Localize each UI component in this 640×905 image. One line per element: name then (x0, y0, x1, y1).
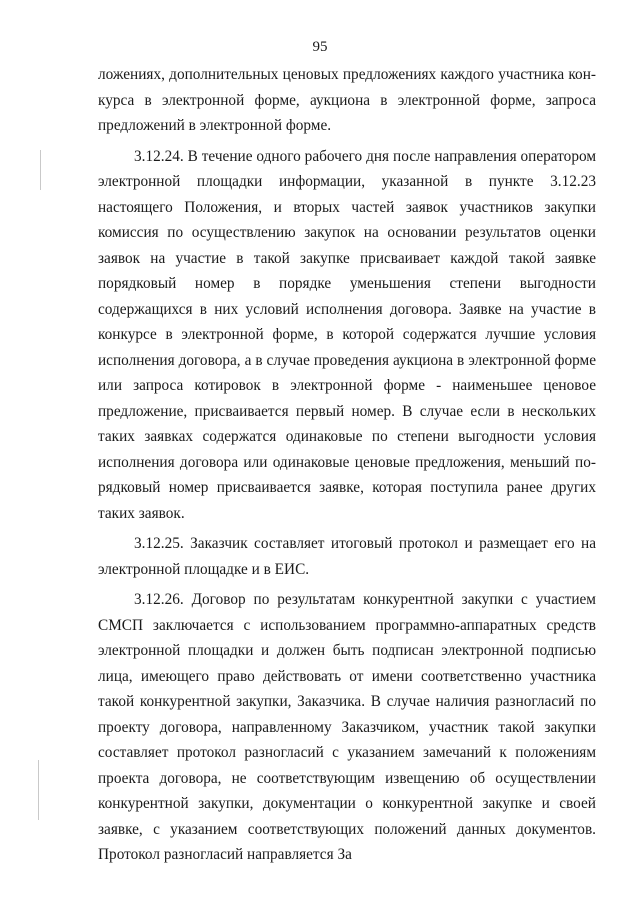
paragraph-3-12-26: 3.12.26. Договор по результатам конкурентной закупки с участием СМСП заключается с использованием программно-аппаратных средств электронной площадки и должен быть подписан электронной подписью лица, имеющего право действовать от имени соответственно участника такой конкурентной закупки, Заказчика. В случае наличия разногласий по проекту договора, направленному Заказчиком, участник такой закупки составляет протокол разногласий с указанием замечаний к положениям проекта договора, не соответствующим извещению об осуществлении конкурентной закупки, документации о конкурентной закупке и своей заявке, с указанием соответствующих положений данных документов. Протокол разногласий направляется За (98, 591, 596, 863)
scan-artifact-left-lower (38, 760, 39, 820)
paragraph-3-12-24: 3.12.24. В течение одного рабочего дня после направления оператором электронной площадки информации, указанной в пункте 3.12.23 настоящего Положения, и вторых частей заявок участников закупки комиссия по осуществлению закупок на основании результатов оценки заявок на участие в такой закупке присваивает каждой такой заявке порядковый номер в порядке уменьшения степени выгодности содержащихся в них условий исполнения договора. Заявке на участие в конкурсе в электронной форме, в которой содержатся лучшие условия исполнения договора, а в случае проведения аукциона в электронной форме или запроса котировок в электронной форме - наименьшее ценовое предложение, присваивается первый номер. В случае если в нескольких таких заявках содержатся одинаковые по степени выгодности условия исполнения договора или одинаковые ценовые предложения, меньший порядковый номер присваивается заявке, которая поступила ранее других таких заявок. (98, 147, 596, 522)
scan-artifact-left (40, 150, 41, 190)
paragraph-continuation: ложениях, дополнительных ценовых предложениях каждого участника конкурса в электронной форме, аукциона в электронной форме, запроса предложений в электронной форме. (98, 66, 596, 134)
page-number: 95 (312, 39, 328, 55)
paragraph-3-12-25: 3.12.25. Заказчик составляет итоговый протокол и размещает его на электронной площадке и в ЕИС. (98, 535, 596, 578)
document-body (98, 62, 596, 868)
